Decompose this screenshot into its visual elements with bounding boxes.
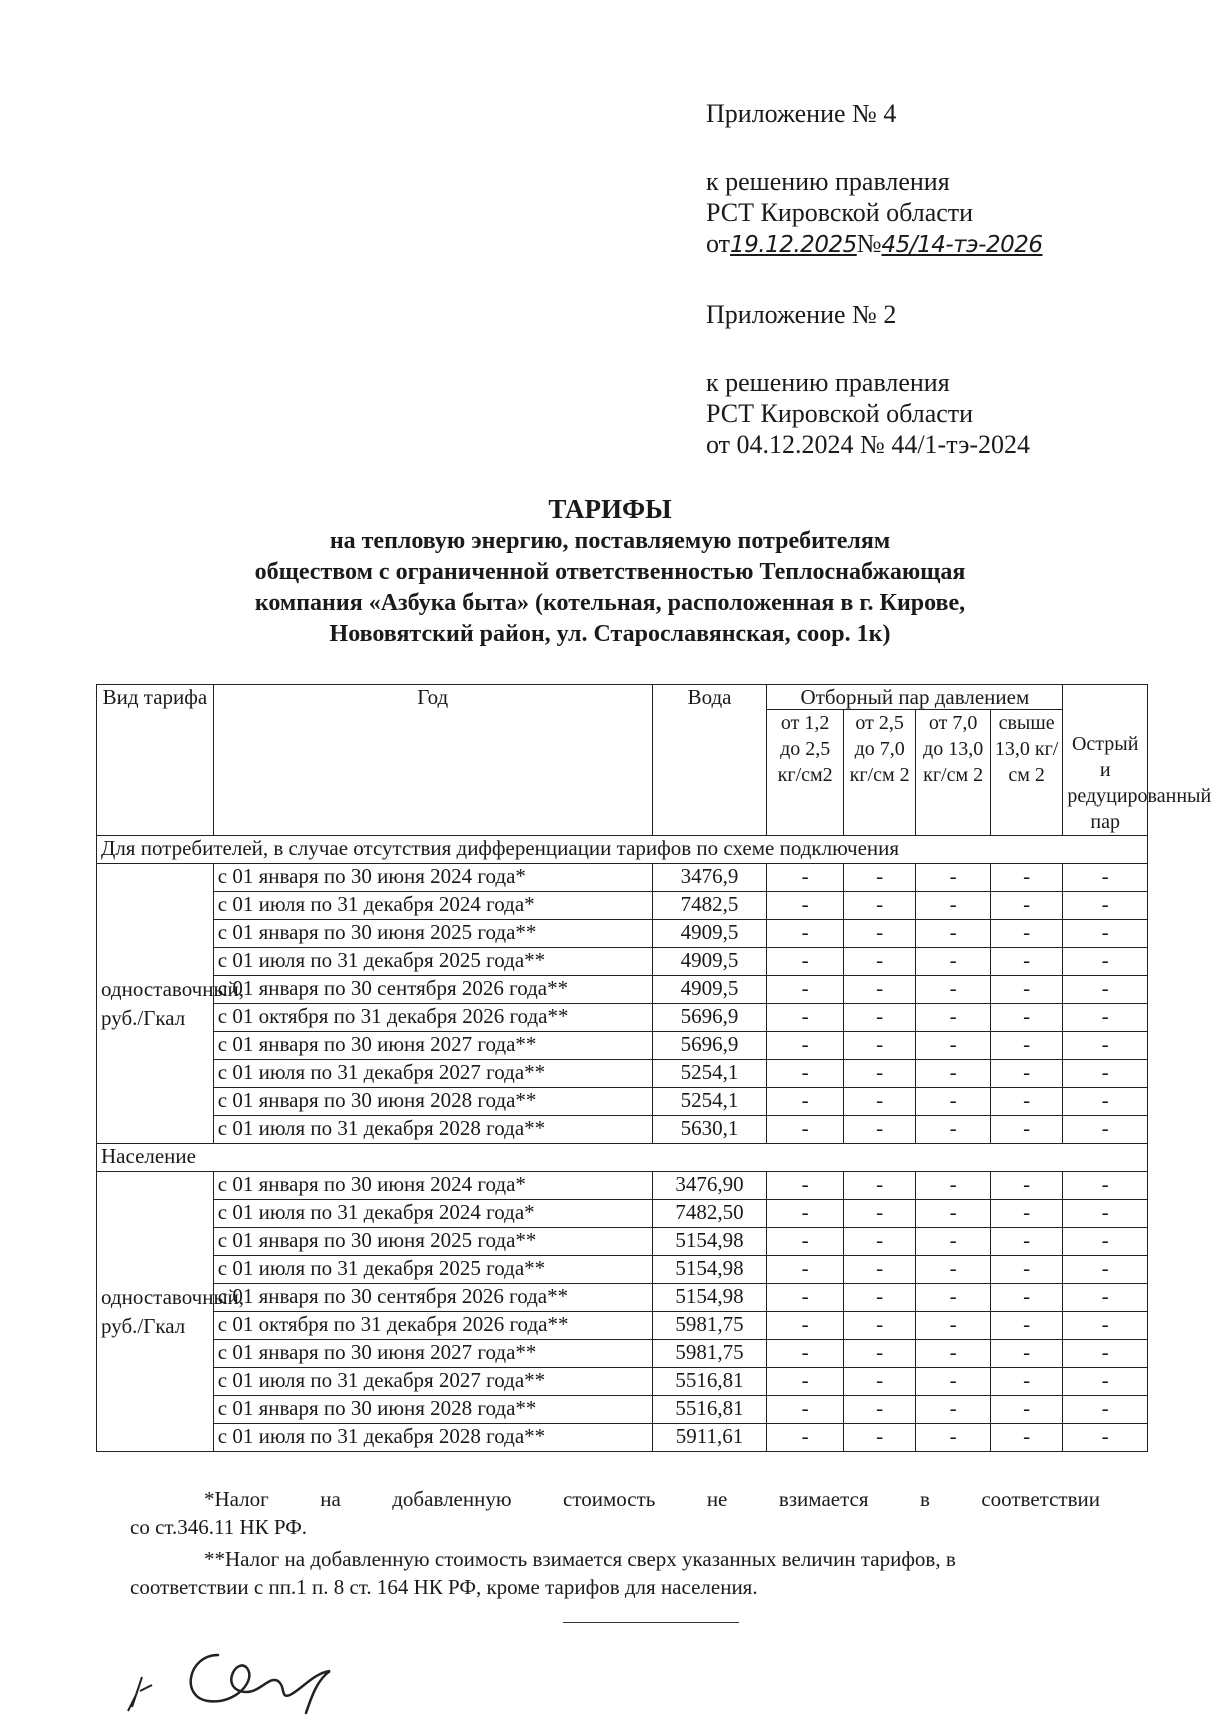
decision-1-date: 19.12.2025 (730, 232, 857, 258)
period-cell: с 01 октября по 31 декабря 2026 года** (213, 1312, 652, 1340)
empty-tariff-cell: - (1063, 1088, 1148, 1116)
empty-tariff-cell: - (990, 1032, 1062, 1060)
empty-tariff-cell: - (767, 1424, 844, 1452)
footnote-2-line2: соответствии с пп.1 п. 8 ст. 164 НК РФ, кроме тарифов для населения. (130, 1575, 758, 1599)
tariff-table-body (97, 836, 1148, 1452)
tariff-type-cell: одноставочный, руб./Гкал (97, 1172, 214, 1452)
water-tariff-cell: 5154,98 (652, 1228, 767, 1256)
water-tariff-cell: 7482,50 (652, 1200, 767, 1228)
empty-tariff-cell: - (767, 1368, 844, 1396)
empty-tariff-cell: - (1063, 1340, 1148, 1368)
empty-tariff-cell: - (990, 1424, 1062, 1452)
empty-tariff-cell: - (843, 1116, 915, 1144)
period-cell: с 01 января по 30 июня 2025 года** (213, 1228, 652, 1256)
section-title: Для потребителей, в случае отсутствия дифференциации тарифов по схеме подключения (97, 836, 1148, 864)
header-year: Год (213, 685, 652, 836)
period-cell: с 01 июля по 31 декабря 2028 года** (213, 1116, 652, 1144)
empty-tariff-cell: - (1063, 1200, 1148, 1228)
water-tariff-cell: 5696,9 (652, 1032, 767, 1060)
period-cell: с 01 июля по 31 декабря 2025 года** (213, 948, 652, 976)
empty-tariff-cell: - (916, 1424, 990, 1452)
decision-2-line1: к решению правления (706, 368, 950, 397)
empty-tariff-cell: - (767, 1228, 844, 1256)
empty-tariff-cell: - (843, 1284, 915, 1312)
water-tariff-cell: 5154,98 (652, 1256, 767, 1284)
empty-tariff-cell: - (1063, 1312, 1148, 1340)
footnote-2-line1: **Налог на добавленную стоимость взимается сверх указанных величин тарифов, в (204, 1547, 956, 1571)
empty-tariff-cell: - (843, 948, 915, 976)
empty-tariff-cell: - (1063, 1424, 1148, 1452)
document-title (130, 492, 1090, 650)
empty-tariff-cell: - (1063, 948, 1148, 976)
empty-tariff-cell: - (916, 1032, 990, 1060)
empty-tariff-cell: - (767, 1088, 844, 1116)
empty-tariff-cell: - (843, 1368, 915, 1396)
empty-tariff-cell: - (767, 920, 844, 948)
water-tariff-cell: 5154,98 (652, 1284, 767, 1312)
empty-tariff-cell: - (1063, 976, 1148, 1004)
empty-tariff-cell: - (990, 1060, 1062, 1088)
empty-tariff-cell: - (990, 920, 1062, 948)
signature-divider (563, 1622, 739, 1623)
empty-tariff-cell: - (843, 1312, 915, 1340)
header-sharp-steam: Острый и редуцированный пар (1063, 685, 1148, 836)
decision-1-from: от (706, 229, 731, 258)
decision-1-number: 45/14-тэ-2026 (881, 232, 1043, 258)
empty-tariff-cell: - (767, 1172, 844, 1200)
empty-tariff-cell: - (916, 1172, 990, 1200)
empty-tariff-cell: - (990, 864, 1062, 892)
empty-tariff-cell: - (767, 1396, 844, 1424)
decision-1-line1: к решению правления (706, 167, 950, 196)
empty-tariff-cell: - (916, 1396, 990, 1424)
empty-tariff-cell: - (767, 976, 844, 1004)
empty-tariff-cell: - (916, 948, 990, 976)
period-cell: с 01 января по 30 сентября 2026 года** (213, 1284, 652, 1312)
empty-tariff-cell: - (767, 1200, 844, 1228)
decision-1-line2: РСТ Кировской области (706, 198, 974, 227)
water-tariff-cell: 5696,9 (652, 1004, 767, 1032)
empty-tariff-cell: - (916, 1340, 990, 1368)
decision-2-line3: от 04.12.2024 № 44/1-тэ-2024 (706, 430, 1031, 459)
empty-tariff-cell: - (843, 1396, 915, 1424)
empty-tariff-cell: - (1063, 1368, 1148, 1396)
empty-tariff-cell: - (916, 864, 990, 892)
table-row (97, 1368, 1148, 1396)
table-row (97, 1424, 1148, 1452)
empty-tariff-cell: - (843, 1424, 915, 1452)
table-row (97, 1200, 1148, 1228)
empty-tariff-cell: - (843, 976, 915, 1004)
table-row (97, 1060, 1148, 1088)
empty-tariff-cell: - (916, 1228, 990, 1256)
empty-tariff-cell: - (767, 1340, 844, 1368)
footnote-1-line2: со ст.346.11 НК РФ. (130, 1515, 308, 1539)
appendix-4-heading (706, 98, 896, 129)
table-row (97, 1284, 1148, 1312)
empty-tariff-cell: - (916, 1256, 990, 1284)
water-tariff-cell: 5630,1 (652, 1116, 767, 1144)
empty-tariff-cell: - (1063, 1032, 1148, 1060)
water-tariff-cell: 4909,5 (652, 920, 767, 948)
empty-tariff-cell: - (990, 1312, 1062, 1340)
title-line-1: на тепловую энергию, поставляемую потребителям (329, 528, 891, 554)
empty-tariff-cell: - (767, 1060, 844, 1088)
water-tariff-cell: 5254,1 (652, 1088, 767, 1116)
empty-tariff-cell: - (990, 892, 1062, 920)
empty-tariff-cell: - (1063, 1228, 1148, 1256)
empty-tariff-cell: - (1063, 1004, 1148, 1032)
water-tariff-cell: 4909,5 (652, 948, 767, 976)
table-row (97, 1172, 1148, 1200)
signature-image (118, 1615, 378, 1721)
empty-tariff-cell: - (916, 920, 990, 948)
table-row (97, 1004, 1148, 1032)
period-cell: с 01 июля по 31 декабря 2024 года* (213, 892, 652, 920)
empty-tariff-cell: - (990, 1200, 1062, 1228)
empty-tariff-cell: - (843, 1060, 915, 1088)
period-cell: с 01 июля по 31 декабря 2027 года** (213, 1060, 652, 1088)
water-tariff-cell: 5516,81 (652, 1368, 767, 1396)
empty-tariff-cell: - (990, 1340, 1062, 1368)
empty-tariff-cell: - (916, 1060, 990, 1088)
table-row (97, 1396, 1148, 1424)
empty-tariff-cell: - (767, 1312, 844, 1340)
empty-tariff-cell: - (843, 1088, 915, 1116)
empty-tariff-cell: - (1063, 920, 1148, 948)
empty-tariff-cell: - (990, 1228, 1062, 1256)
empty-tariff-cell: - (990, 1116, 1062, 1144)
title-line-2: обществом с ограниченной ответственностью Теплоснабжающая (254, 559, 966, 585)
period-cell: с 01 июля по 31 декабря 2025 года** (213, 1256, 652, 1284)
title-line-3: компания «Азбука быта» (котельная, расположенная в г. Кирове, (254, 590, 966, 616)
water-tariff-cell: 5254,1 (652, 1060, 767, 1088)
table-row (97, 864, 1148, 892)
table-row (97, 1256, 1148, 1284)
empty-tariff-cell: - (1063, 892, 1148, 920)
empty-tariff-cell: - (916, 1200, 990, 1228)
header-pressure-4: свыше 13,0 кг/см 2 (990, 710, 1062, 836)
period-cell: с 01 января по 30 июня 2028 года** (213, 1396, 652, 1424)
empty-tariff-cell: - (1063, 1284, 1148, 1312)
table-row (97, 1312, 1148, 1340)
empty-tariff-cell: - (767, 1284, 844, 1312)
footnote-1-line1: *Налог на добавленную стоимость не взимается в соответствии (204, 1487, 1100, 1511)
period-cell: с 01 июля по 31 декабря 2024 года* (213, 1200, 652, 1228)
empty-tariff-cell: - (990, 1088, 1062, 1116)
period-cell: с 01 июля по 31 декабря 2028 года** (213, 1424, 652, 1452)
empty-tariff-cell: - (1063, 864, 1148, 892)
water-tariff-cell: 3476,90 (652, 1172, 767, 1200)
section-heading-row (97, 1144, 1148, 1172)
table-row (97, 892, 1148, 920)
section-title: Население (97, 1144, 1148, 1172)
table-row (97, 948, 1148, 976)
empty-tariff-cell: - (843, 1032, 915, 1060)
empty-tariff-cell: - (843, 920, 915, 948)
water-tariff-cell: 5516,81 (652, 1396, 767, 1424)
empty-tariff-cell: - (843, 1200, 915, 1228)
water-tariff-cell: 7482,5 (652, 892, 767, 920)
empty-tariff-cell: - (916, 892, 990, 920)
period-cell: с 01 января по 30 июня 2028 года** (213, 1088, 652, 1116)
empty-tariff-cell: - (916, 1312, 990, 1340)
empty-tariff-cell: - (767, 1032, 844, 1060)
period-cell: с 01 июля по 31 декабря 2027 года** (213, 1368, 652, 1396)
footnote-2 (130, 1545, 1100, 1601)
empty-tariff-cell: - (1063, 1396, 1148, 1424)
empty-tariff-cell: - (990, 976, 1062, 1004)
empty-tariff-cell: - (767, 1004, 844, 1032)
water-tariff-cell: 4909,5 (652, 976, 767, 1004)
period-cell: с 01 января по 30 сентября 2026 года** (213, 976, 652, 1004)
period-cell: с 01 января по 30 июня 2025 года** (213, 920, 652, 948)
header-type: Вид тарифа (97, 685, 214, 836)
empty-tariff-cell: - (990, 1256, 1062, 1284)
empty-tariff-cell: - (1063, 1060, 1148, 1088)
table-row (97, 1116, 1148, 1144)
water-tariff-cell: 5981,75 (652, 1312, 767, 1340)
empty-tariff-cell: - (843, 1172, 915, 1200)
empty-tariff-cell: - (767, 1256, 844, 1284)
empty-tariff-cell: - (916, 1088, 990, 1116)
period-cell: с 01 января по 30 июня 2024 года* (213, 1172, 652, 1200)
period-cell: с 01 января по 30 июня 2027 года** (213, 1340, 652, 1368)
empty-tariff-cell: - (767, 948, 844, 976)
decision-2-line2: РСТ Кировской области (706, 399, 974, 428)
water-tariff-cell: 5911,61 (652, 1424, 767, 1452)
header-pressure-2: от 2,5 до 7,0 кг/см 2 (843, 710, 915, 836)
table-row (97, 976, 1148, 1004)
empty-tariff-cell: - (990, 1396, 1062, 1424)
empty-tariff-cell: - (916, 1284, 990, 1312)
header-steam-group: Отборный пар давлением (767, 685, 1063, 710)
table-row (97, 920, 1148, 948)
empty-tariff-cell: - (843, 1228, 915, 1256)
title-line-4: Нововятский район, ул. Старославянская, соор. 1к) (329, 621, 891, 647)
table-row (97, 1228, 1148, 1256)
empty-tariff-cell: - (843, 1004, 915, 1032)
header-pressure-3: от 7,0 до 13,0 кг/см 2 (916, 710, 990, 836)
table-row (97, 1088, 1148, 1116)
empty-tariff-cell: - (767, 892, 844, 920)
decision-1-no-sign: № (856, 229, 882, 258)
header-pressure-1: от 1,2 до 2,5 кг/см2 (767, 710, 844, 836)
empty-tariff-cell: - (843, 864, 915, 892)
footnote-1 (130, 1485, 1100, 1541)
empty-tariff-cell: - (843, 892, 915, 920)
empty-tariff-cell: - (990, 1004, 1062, 1032)
tariff-type-cell: одноставочный, руб./Гкал (97, 864, 214, 1144)
period-cell: с 01 января по 30 июня 2024 года* (213, 864, 652, 892)
section-heading-row (97, 836, 1148, 864)
empty-tariff-cell: - (990, 1368, 1062, 1396)
header-water: Вода (652, 685, 767, 836)
empty-tariff-cell: - (767, 1116, 844, 1144)
empty-tariff-cell: - (1063, 1172, 1148, 1200)
empty-tariff-cell: - (990, 948, 1062, 976)
empty-tariff-cell: - (990, 1284, 1062, 1312)
empty-tariff-cell: - (1063, 1256, 1148, 1284)
appendix-2-heading (706, 299, 896, 330)
decision-1-ref (706, 228, 1042, 261)
empty-tariff-cell: - (916, 1368, 990, 1396)
tariff-table (96, 684, 1211, 1452)
period-cell: с 01 октября по 31 декабря 2026 года** (213, 1004, 652, 1032)
empty-tariff-cell: - (843, 1340, 915, 1368)
appendix-4-label: Приложение № 4 (706, 99, 897, 128)
empty-tariff-cell: - (916, 1116, 990, 1144)
table-row (97, 1032, 1148, 1060)
title-main: ТАРИФЫ (548, 494, 672, 524)
empty-tariff-cell: - (1063, 1116, 1148, 1144)
decision-1-block (706, 166, 1042, 261)
empty-tariff-cell: - (916, 976, 990, 1004)
decision-2-block (706, 367, 1030, 460)
period-cell: с 01 января по 30 июня 2027 года** (213, 1032, 652, 1060)
water-tariff-cell: 3476,9 (652, 864, 767, 892)
water-tariff-cell: 5981,75 (652, 1340, 767, 1368)
empty-tariff-cell: - (916, 1004, 990, 1032)
empty-tariff-cell: - (767, 864, 844, 892)
table-row (97, 1340, 1148, 1368)
empty-tariff-cell: - (843, 1256, 915, 1284)
empty-tariff-cell: - (990, 1172, 1062, 1200)
appendix-2-label: Приложение № 2 (706, 300, 897, 329)
